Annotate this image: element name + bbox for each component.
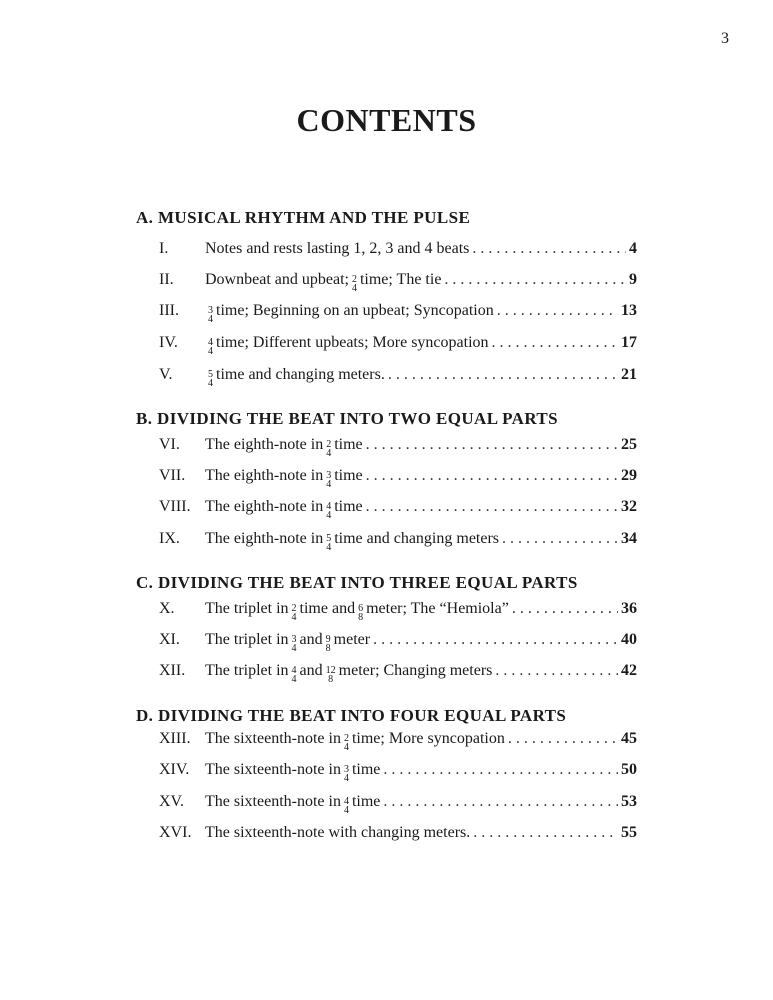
chapter-title-text: The triplet in: [205, 662, 289, 679]
time-signature: [326, 666, 336, 684]
time-signature-numerator: 2: [326, 439, 332, 450]
time-signature: [292, 635, 297, 653]
time-signature-numerator: 4: [208, 337, 213, 348]
time-signature-numerator: 3: [326, 470, 332, 481]
page-reference: 42: [621, 662, 637, 679]
chapter-title: [205, 530, 499, 554]
chapter-numeral: I.: [159, 240, 169, 257]
section-heading: A. MUSICAL RHYTHM AND THE PULSE: [136, 208, 471, 227]
time-signature: [292, 604, 297, 622]
page-reference: 21: [621, 366, 637, 383]
time-signature-denominator: 8: [325, 643, 331, 654]
chapter-numeral: XIV.: [159, 761, 190, 778]
chapter-numeral: XI.: [159, 631, 180, 648]
time-signature-denominator: 4: [291, 643, 297, 654]
time-signature-numerator: 6: [358, 603, 364, 614]
chapter-title-text: time; Beginning on an upbeat; Syncopation: [216, 302, 494, 319]
chapter-numeral: XVI.: [159, 824, 192, 841]
page-reference: 53: [621, 793, 637, 810]
chapter-title-text: Downbeat and upbeat;: [205, 271, 349, 288]
page-reference: 36: [621, 600, 637, 617]
page-reference: 55: [621, 824, 637, 841]
chapter-numeral: VI.: [159, 436, 180, 453]
dot-leader: [497, 302, 618, 320]
chapter-title: [205, 600, 509, 624]
dot-leader: [388, 366, 618, 384]
toc-entry[interactable]: [159, 467, 637, 495]
toc-entry[interactable]: [159, 240, 637, 268]
chapter-title-text: time: [334, 498, 363, 515]
time-signature-denominator: 4: [343, 773, 349, 784]
chapter-title-text: time; Different upbeats; More syncopation: [216, 334, 489, 351]
chapter-title: [205, 498, 363, 522]
time-signature-denominator: 4: [343, 742, 349, 753]
page-number: 3: [721, 30, 729, 47]
time-signature-denominator: 4: [326, 510, 332, 521]
chapter-numeral: X.: [159, 600, 175, 617]
chapter-title-text: time: [351, 761, 381, 778]
page-reference: 13: [621, 302, 637, 319]
chapter-title: [205, 271, 441, 295]
dot-leader: [444, 271, 626, 289]
page-reference: 25: [621, 436, 637, 453]
chapter-title-text: meter: [333, 631, 371, 648]
time-signature: [292, 666, 297, 684]
page-reference: 9: [629, 271, 637, 288]
toc-entry[interactable]: [159, 662, 637, 690]
chapter-title-text: time and changing meters.: [216, 366, 385, 383]
chapter-title: [205, 467, 363, 491]
page-reference: 4: [629, 240, 637, 257]
time-signature-numerator: 4: [343, 796, 349, 807]
toc-entry[interactable]: [159, 271, 637, 299]
chapter-title: [205, 334, 489, 358]
chapter-title-text: and: [299, 662, 323, 679]
chapter-title-text: time: [334, 467, 363, 484]
chapter-title-text: time and: [299, 600, 356, 617]
time-signature-numerator: 3: [208, 305, 213, 316]
time-signature-denominator: 8: [358, 612, 364, 623]
chapter-title-text: The sixteenth-note with changing meters.: [205, 824, 471, 841]
toc-entry[interactable]: [159, 302, 637, 330]
chapter-title-text: The eighth-note in: [205, 467, 324, 484]
time-signature: [326, 534, 331, 552]
time-signature-numerator: 3: [343, 764, 349, 775]
chapter-numeral: II.: [159, 271, 174, 288]
chapter-numeral: III.: [159, 302, 179, 319]
page-reference: 40: [621, 631, 637, 648]
toc-entry[interactable]: [159, 334, 637, 362]
section-heading: C. DIVIDING THE BEAT INTO THREE EQUAL PARTS: [136, 573, 578, 592]
section-heading: D. DIVIDING THE BEAT INTO FOUR EQUAL PARTS: [136, 706, 567, 725]
chapter-title: [205, 436, 363, 460]
chapter-numeral: XII.: [159, 662, 186, 679]
time-signature-numerator: 5: [326, 533, 332, 544]
chapter-title-text: time; The tie: [359, 271, 442, 288]
time-signature-denominator: 4: [351, 283, 357, 294]
dot-leader: [472, 240, 626, 258]
time-signature-denominator: 4: [291, 612, 297, 623]
time-signature: [326, 471, 331, 489]
chapter-title-text: The sixteenth-note in: [205, 793, 341, 810]
time-signature-numerator: 5: [208, 369, 213, 380]
chapter-title-text: The triplet in: [205, 600, 289, 617]
chapter-numeral: V.: [159, 366, 173, 383]
dot-leader: [383, 793, 618, 811]
time-signature: [208, 306, 213, 324]
toc-entry[interactable]: [159, 730, 637, 758]
time-signature: [344, 765, 349, 783]
chapter-title-text: The eighth-note in: [205, 530, 324, 547]
page-reference: 45: [621, 730, 637, 747]
dot-leader: [373, 631, 618, 649]
page-reference: 29: [621, 467, 637, 484]
chapter-numeral: VII.: [159, 467, 186, 484]
toc-entry[interactable]: [159, 530, 637, 558]
chapter-title: [205, 761, 380, 785]
dot-leader: [502, 530, 618, 548]
dot-leader: [508, 730, 618, 748]
time-signature-numerator: 9: [325, 634, 331, 645]
time-signature-numerator: 2: [351, 274, 357, 285]
time-signature: [358, 604, 363, 622]
chapter-title-text: The triplet in: [205, 631, 289, 648]
time-signature-denominator: 4: [326, 479, 332, 490]
time-signature-denominator: 8: [328, 674, 334, 685]
time-signature: [326, 502, 331, 520]
chapter-title: [205, 824, 470, 842]
time-signature: [326, 440, 331, 458]
time-signature-denominator: 4: [208, 346, 213, 357]
time-signature: [208, 338, 213, 356]
time-signature-denominator: 4: [326, 542, 332, 553]
chapter-numeral: XV.: [159, 793, 185, 810]
time-signature-denominator: 4: [343, 805, 349, 816]
chapter-title-text: The sixteenth-note in: [205, 761, 341, 778]
time-signature-numerator: 4: [326, 501, 332, 512]
time-signature-denominator: 4: [326, 448, 332, 459]
dot-leader: [512, 600, 618, 618]
dot-leader: [492, 334, 618, 352]
chapter-title-text: time; More syncopation: [351, 730, 505, 747]
chapter-numeral: XIII.: [159, 730, 191, 747]
time-signature-numerator: 3: [291, 634, 297, 645]
dot-leader: [366, 467, 618, 485]
dot-leader: [495, 662, 618, 680]
time-signature-denominator: 4: [291, 674, 297, 685]
chapter-title-text: The eighth-note in: [205, 436, 324, 453]
toc-entry[interactable]: [159, 600, 637, 628]
page-reference: 50: [621, 761, 637, 778]
toc-entry[interactable]: [159, 761, 637, 789]
chapter-title-text: time and changing meters: [334, 530, 500, 547]
section-heading: B. DIVIDING THE BEAT INTO TWO EQUAL PARTS: [136, 409, 559, 428]
chapter-title-text: meter; Changing meters: [338, 662, 493, 679]
dot-leader: [366, 436, 618, 454]
chapter-title: [205, 793, 380, 817]
time-signature: [208, 370, 213, 388]
chapter-title: [205, 662, 492, 686]
chapter-title: [205, 631, 370, 655]
toc-entry[interactable]: [159, 498, 637, 526]
time-signature-denominator: 4: [208, 378, 213, 389]
chapter-title: [205, 730, 505, 754]
chapter-title-text: time: [351, 793, 381, 810]
dot-leader: [473, 824, 618, 842]
chapter-title-text: The sixteenth-note in: [205, 730, 341, 747]
time-signature-numerator: 2: [343, 733, 349, 744]
toc-entry[interactable]: [159, 631, 637, 659]
time-signature: [352, 275, 357, 293]
chapter-title-text: meter; The “Hemiola”: [366, 600, 509, 617]
page-title: CONTENTS: [296, 102, 477, 138]
dot-leader: [366, 498, 618, 516]
dot-leader: [383, 761, 618, 779]
toc-entry[interactable]: [159, 824, 637, 852]
chapter-numeral: VIII.: [159, 498, 191, 515]
page-reference: 17: [621, 334, 637, 351]
toc-entry[interactable]: [159, 436, 637, 464]
chapter-title-text: and: [299, 631, 323, 648]
time-signature-numerator: 4: [291, 665, 297, 676]
chapter-numeral: IV.: [159, 334, 178, 351]
chapter-title-text: time: [334, 436, 363, 453]
time-signature-numerator: 12: [325, 665, 336, 676]
chapter-title: [205, 302, 494, 326]
time-signature-denominator: 4: [208, 314, 213, 325]
toc-entry[interactable]: [159, 793, 637, 821]
time-signature-numerator: 2: [291, 603, 297, 614]
chapter-numeral: IX.: [159, 530, 180, 547]
page-reference: 34: [621, 530, 637, 547]
chapter-title-text: The eighth-note in: [205, 498, 324, 515]
toc-entry[interactable]: [159, 366, 637, 394]
time-signature: [344, 734, 349, 752]
time-signature: [326, 635, 331, 653]
time-signature: [344, 797, 349, 815]
chapter-title-text: Notes and rests lasting 1, 2, 3 and 4 beats: [205, 240, 470, 257]
page-reference: 32: [621, 498, 637, 515]
chapter-title: [205, 366, 385, 390]
chapter-title: [205, 240, 469, 258]
